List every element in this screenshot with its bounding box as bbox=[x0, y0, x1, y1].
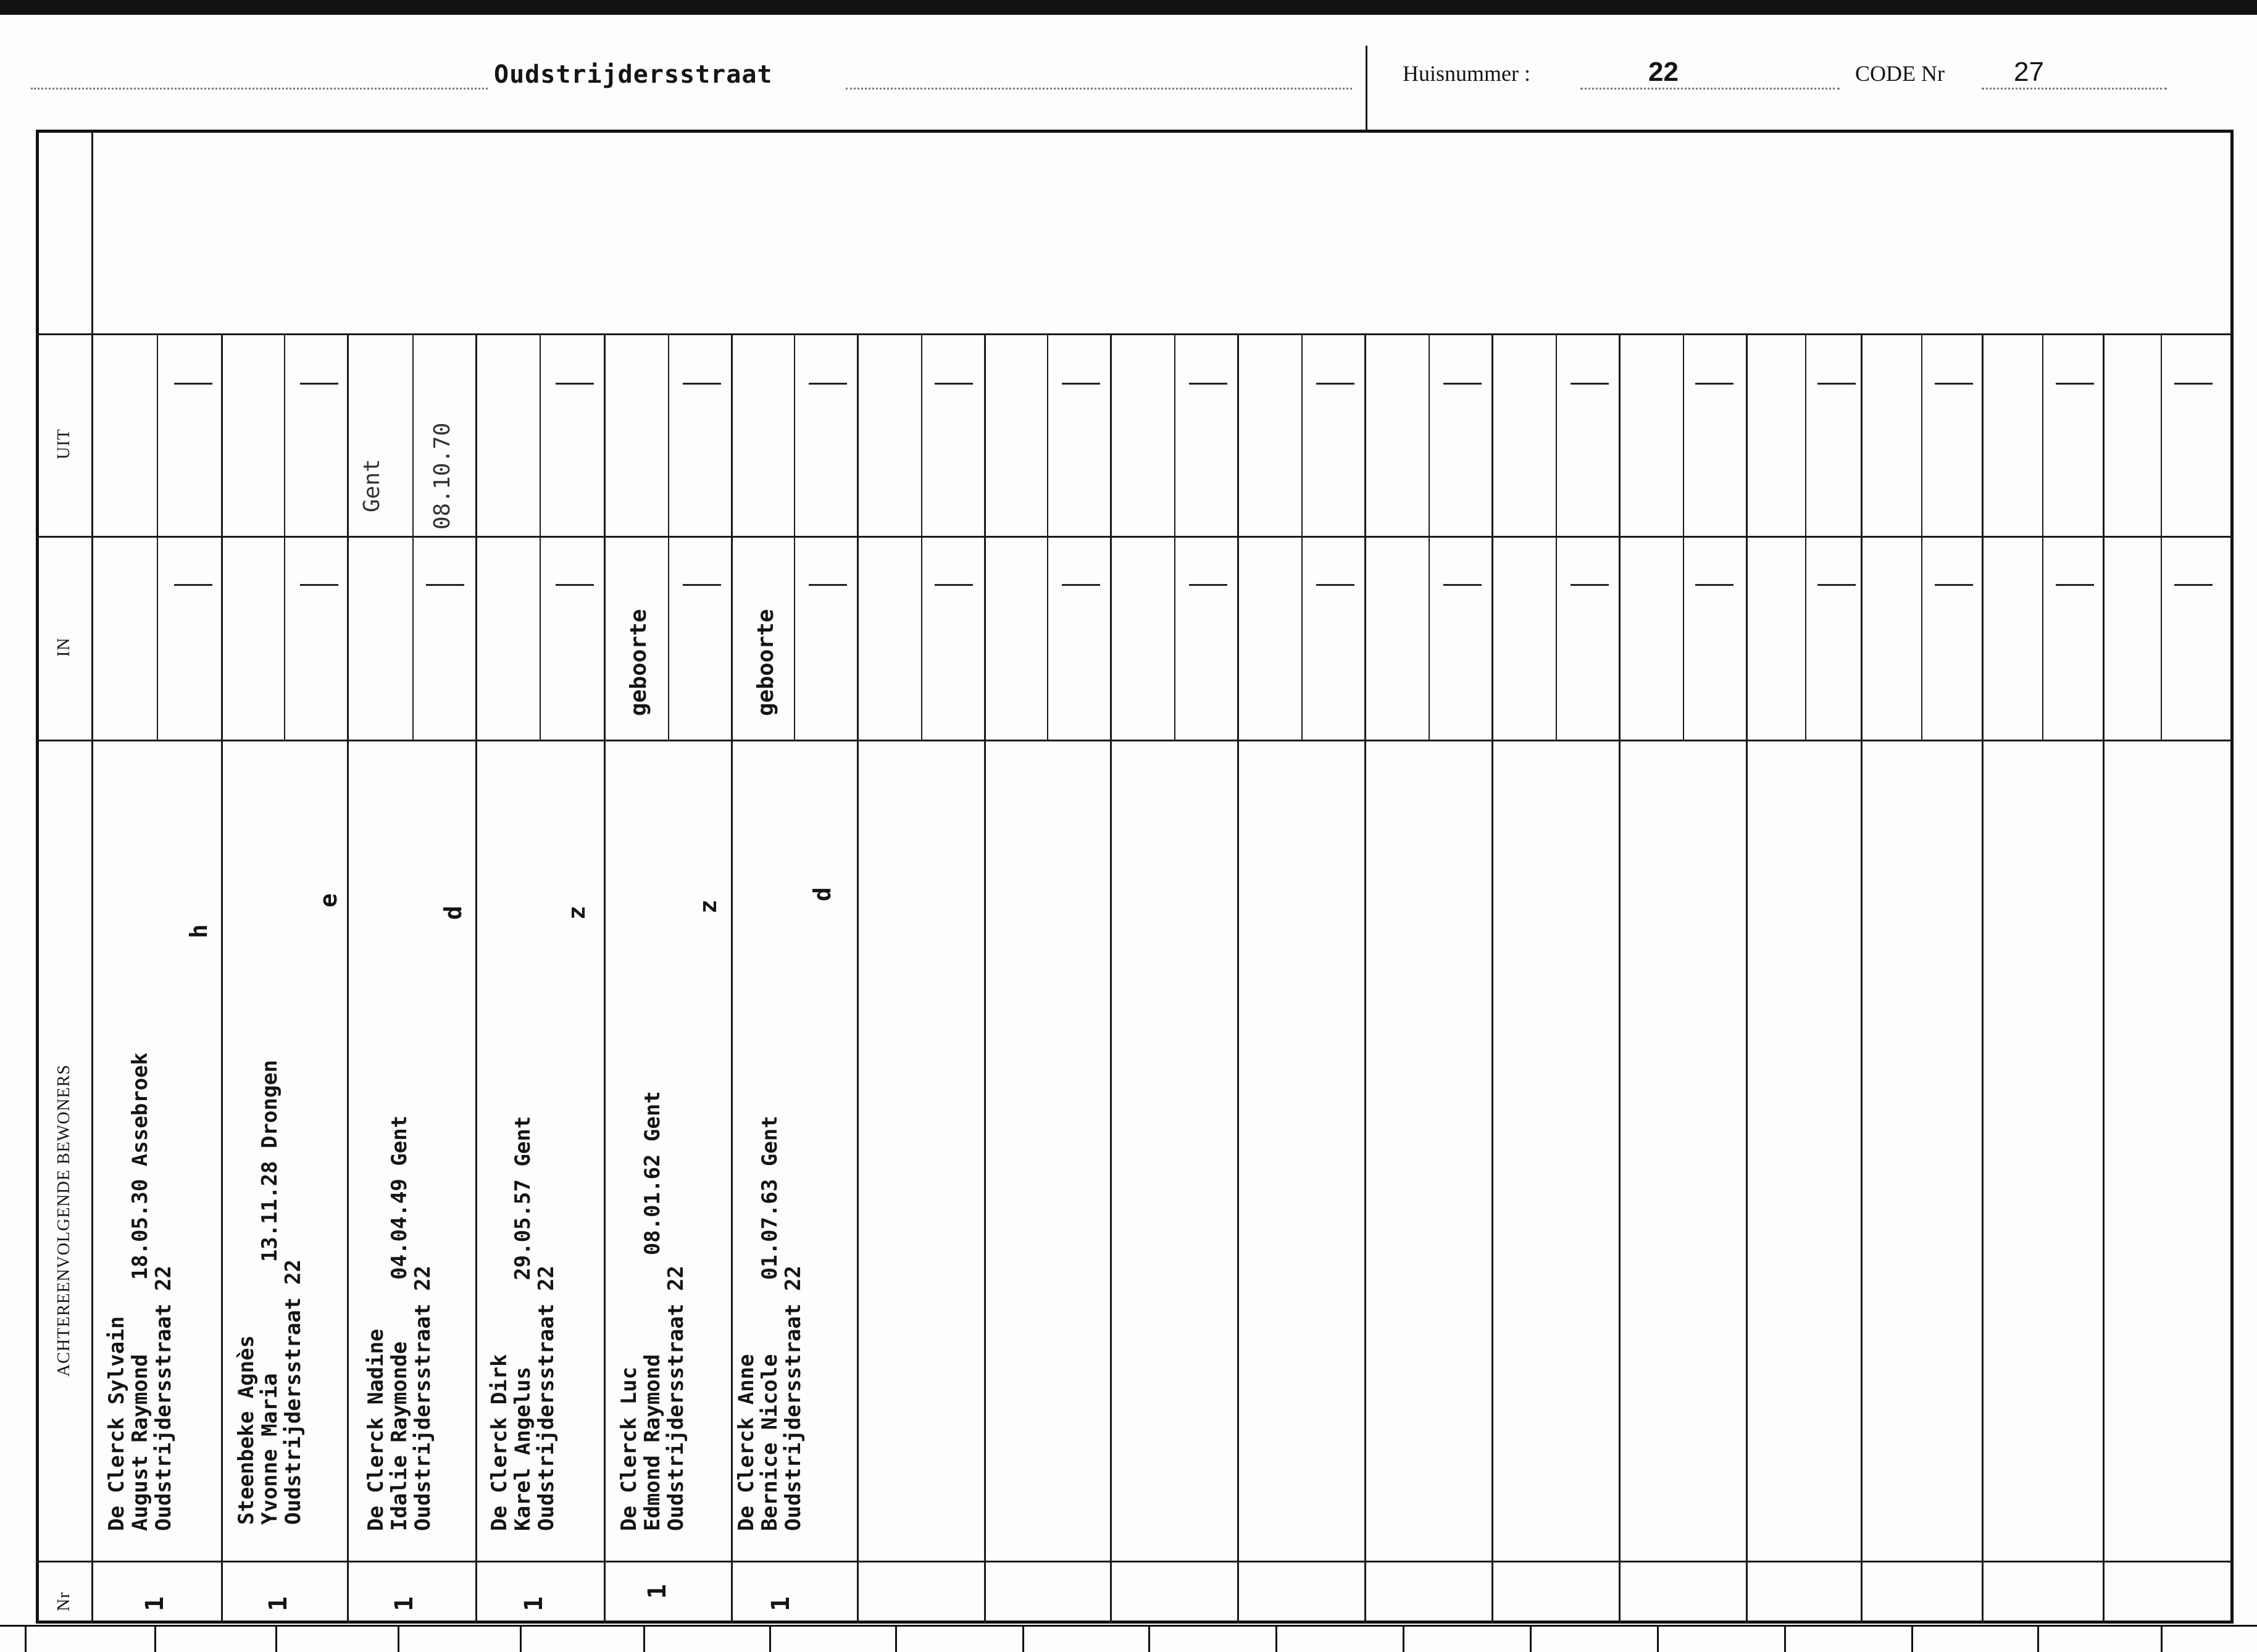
resident-4-nr: 1 bbox=[520, 1596, 548, 1611]
dash-mark bbox=[300, 584, 338, 586]
dash-mark bbox=[1695, 383, 1733, 385]
dash-mark bbox=[1571, 383, 1609, 385]
code-dotted-line bbox=[1982, 88, 2167, 90]
column-boundary-line bbox=[2103, 333, 2105, 1624]
dash-mark bbox=[1443, 584, 1482, 586]
subcolumn-line bbox=[1805, 333, 1806, 740]
dash-mark bbox=[1935, 383, 1973, 385]
bottom-tick bbox=[398, 1625, 399, 1652]
resident-entry-2: Steenbeke Agnès Yvonne Maria13.11.28 Drongen Oudstrijdersstraat 22 bbox=[234, 1059, 306, 1525]
subcolumn-line bbox=[668, 333, 669, 740]
resident-3-nr: 1 bbox=[390, 1596, 419, 1611]
dash-mark bbox=[809, 383, 847, 385]
section-label-nr: Nr bbox=[54, 1592, 73, 1611]
column-boundary-line bbox=[731, 333, 733, 1624]
column-boundary-line bbox=[1110, 333, 1112, 1624]
dash-mark bbox=[556, 584, 594, 586]
street-dotted-line-right bbox=[846, 88, 1352, 90]
dash-mark bbox=[1443, 383, 1482, 385]
house-number-label: Huisnummer : bbox=[1403, 61, 1530, 86]
column-boundary-line bbox=[1982, 333, 1984, 1624]
dash-mark bbox=[1316, 584, 1354, 586]
column-boundary-line bbox=[984, 333, 986, 1624]
resident-6-nr: 1 bbox=[767, 1596, 795, 1611]
bottom-tick bbox=[1530, 1625, 1532, 1652]
column-boundary-line bbox=[475, 333, 477, 1624]
bottom-tick bbox=[1148, 1625, 1150, 1652]
subcolumn-line bbox=[921, 333, 922, 740]
subcolumn-line bbox=[794, 333, 795, 740]
dash-mark bbox=[1062, 383, 1100, 385]
bottom-tick bbox=[1275, 1625, 1277, 1652]
resident-1-code: h bbox=[185, 924, 212, 938]
bottom-tick bbox=[154, 1625, 156, 1652]
dash-mark bbox=[1189, 584, 1227, 586]
resident-1-nr: 1 bbox=[141, 1596, 169, 1611]
street-dotted-line bbox=[31, 88, 488, 90]
column-boundary-line bbox=[1619, 333, 1621, 1624]
dash-mark bbox=[1316, 383, 1354, 385]
bottom-tick bbox=[643, 1625, 645, 1652]
dash-mark bbox=[1062, 584, 1100, 586]
divider-bewoners-nr bbox=[36, 1561, 2234, 1562]
bottom-tick bbox=[895, 1625, 897, 1652]
resident-6-in: geboorte bbox=[753, 609, 778, 716]
house-number-dotted-line bbox=[1580, 88, 1840, 90]
resident-4-code: z bbox=[563, 906, 590, 920]
dash-mark bbox=[1935, 584, 1973, 586]
column-boundary-line bbox=[1364, 333, 1366, 1624]
code-label: CODE Nr bbox=[1855, 61, 1945, 86]
subcolumn-line bbox=[157, 333, 158, 740]
subcolumn-line bbox=[1921, 333, 1922, 740]
section-label-in: IN bbox=[54, 637, 73, 657]
subcolumn-line bbox=[284, 333, 285, 740]
dash-mark bbox=[935, 383, 973, 385]
dash-mark bbox=[1571, 584, 1609, 586]
resident-6-code: d bbox=[809, 887, 836, 901]
resident-entry-6: De Clerck Anne Bernice Nicole01.07.63 Gent Oudstrijdersstraat 22 bbox=[734, 1116, 806, 1531]
section-label-bewoners: ACHTEREENVOLGENDE BEWONERS bbox=[54, 1064, 73, 1377]
street-name: Oudstrijdersstraat bbox=[494, 60, 773, 89]
subcolumn-line bbox=[1683, 333, 1684, 740]
dash-mark bbox=[426, 584, 464, 586]
dash-mark bbox=[935, 584, 973, 586]
bottom-tick bbox=[1022, 1625, 1024, 1652]
scan-edge bbox=[0, 0, 2257, 15]
bottom-tick bbox=[520, 1625, 522, 1652]
column-boundary-line bbox=[221, 333, 223, 1624]
dash-mark bbox=[174, 584, 212, 586]
subcolumn-line bbox=[412, 333, 414, 740]
label-column-divider bbox=[91, 130, 93, 1624]
subcolumn-line bbox=[540, 333, 541, 740]
dash-mark bbox=[2056, 383, 2094, 385]
resident-2-code: e bbox=[315, 893, 342, 907]
resident-5-code: z bbox=[695, 899, 722, 914]
subcolumn-line bbox=[1429, 333, 1430, 740]
column-boundary-line bbox=[1237, 333, 1239, 1624]
divider-in-bewoners bbox=[36, 740, 2234, 741]
dash-mark bbox=[2174, 584, 2213, 586]
subcolumn-line bbox=[1174, 333, 1175, 740]
bottom-tick bbox=[2037, 1625, 2039, 1652]
divider-blank-uit bbox=[36, 333, 2234, 335]
resident-3-uit-date: 08.10.70 bbox=[430, 422, 455, 530]
dash-mark bbox=[809, 584, 847, 586]
column-boundary-line bbox=[604, 333, 606, 1624]
bottom-tick bbox=[275, 1625, 277, 1652]
dash-mark bbox=[556, 383, 594, 385]
bottom-tick bbox=[25, 1625, 27, 1652]
dash-mark bbox=[683, 383, 721, 385]
column-boundary-line bbox=[347, 333, 349, 1624]
subcolumn-line bbox=[1047, 333, 1048, 740]
house-number-value: 22 bbox=[1648, 57, 1679, 87]
dash-mark bbox=[300, 383, 338, 385]
resident-entry-4: De Clerck Dirk Karel Angelus29.05.57 Gent Oudstrijdersstraat 22 bbox=[487, 1116, 559, 1531]
divider-uit-in bbox=[36, 536, 2234, 538]
dash-mark bbox=[1695, 584, 1733, 586]
dash-mark bbox=[174, 383, 212, 385]
resident-entry-1: De Clerck Sylvain August Raymond18.05.30 Assebroek Oudstrijdersstraat 22 bbox=[104, 1052, 176, 1531]
section-label-uit: UIT bbox=[54, 428, 73, 459]
dash-mark bbox=[1817, 383, 1856, 385]
dash-mark bbox=[1817, 584, 1856, 586]
dash-mark bbox=[2056, 584, 2094, 586]
column-boundary-line bbox=[1746, 333, 1748, 1624]
resident-5-nr: 1 bbox=[643, 1583, 672, 1599]
bottom-tick bbox=[1911, 1625, 1913, 1652]
bottom-tick bbox=[1784, 1625, 1786, 1652]
subcolumn-line bbox=[1556, 333, 1557, 740]
column-boundary-line bbox=[857, 333, 859, 1624]
resident-2-nr: 1 bbox=[264, 1596, 293, 1611]
resident-5-in: geboorte bbox=[626, 609, 651, 716]
bottom-tick bbox=[1657, 1625, 1659, 1652]
resident-3-uit-place: Gent bbox=[359, 459, 385, 512]
bottom-tick bbox=[769, 1625, 771, 1652]
bottom-rule bbox=[0, 1625, 2257, 1627]
bottom-tick bbox=[1403, 1625, 1404, 1652]
resident-3-code: d bbox=[440, 906, 467, 920]
resident-entry-5: De Clerck Luc Edmond Raymond08.01.62 Gent Oudstrijdersstraat 22 bbox=[617, 1091, 688, 1531]
subcolumn-line bbox=[2042, 333, 2043, 740]
dash-mark bbox=[683, 584, 721, 586]
dash-mark bbox=[1189, 383, 1227, 385]
code-value: 27 bbox=[2014, 57, 2044, 87]
resident-entry-3: De Clerck Nadine Idalie Raymonde04.04.49 Gent Oudstrijdersstraat 22 bbox=[364, 1115, 435, 1531]
dash-mark bbox=[2174, 383, 2213, 385]
bottom-tick bbox=[2161, 1625, 2163, 1652]
header-divider bbox=[1366, 46, 1367, 130]
subcolumn-line bbox=[1301, 333, 1303, 740]
column-boundary-line bbox=[1491, 333, 1493, 1624]
subcolumn-line bbox=[2161, 333, 2162, 740]
column-boundary-line bbox=[1861, 333, 1863, 1624]
